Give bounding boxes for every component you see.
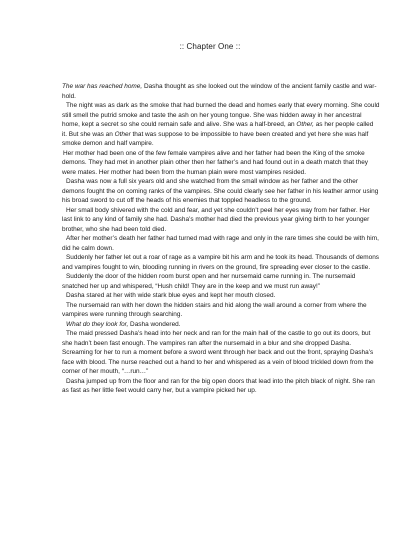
paragraph-8: Suddenly the door of the hidden room burst open and her nursemaid came running in. The nursemaid snatched her up and whispered, “Hush child! They are in the keep and we must run away!” [62, 273, 356, 290]
paragraph-13: Dasha jumped up from the floor and ran for the big open doors that lead into the pitch black of night. She ran as fast as her little feet would carry her, but a vampire picked her up. [62, 377, 375, 394]
paragraph-text: Dasha thought as she looked out the window of the ancient family castle and war-hold. [62, 83, 377, 100]
paragraph-text: The night was as dark as the smoke that had burned the dead and homes early that every morning. She could still smell the putrid smoke and taste the ash on her young tongue. She was hidden away in her ancestral home, kept a secret so she could remain safe and alive. She was a half-breed, an [62, 102, 380, 128]
paragraph-2 [62, 101, 380, 149]
paragraph-7: Suddenly her father let out a roar of rage as a vampire bit his arm and he took its head. Thousands of demons and vampires fought to win, blooding running in rivers on the ground, fire spreading ever closer to the castle. [62, 254, 379, 271]
paragraph-4: Dasha was now a full six years old and she watched from the small window as her father and the other demons fought the on coming ranks of the vampires. She could clearly see her father in his leather armor using his broad sword to cut off the heads of his enemies that toppled headless to the ground. [62, 178, 379, 204]
paragraph-1 [62, 82, 380, 101]
italic-thought: What do they look for, [66, 320, 129, 328]
italic-term: Other [114, 130, 131, 138]
paragraph-6: After her mother’s death her father had turned mad with rage and only in the rare times she could be with him, did he calm down. [62, 235, 379, 252]
italic-thought: The war has reached home, [62, 83, 143, 90]
paragraph-11 [62, 320, 380, 330]
paragraph-5: Her small body shivered with the cold and fear, and yet she couldn’t peel her eyes way from her father. Her last link to any kind of family she had. Dasha’s mother had died the previous year giving birth to her younger brother, who she had been told died. [62, 206, 370, 233]
paragraph-text: that was suppose to be impossible to have been created and yet here she was half smoke demon and half vampire. [62, 130, 369, 147]
paragraph-12: The maid pressed Dasha’s head into her neck and ran for the main hall of the castle to go out its doors, but she hadn’t been fast enough. The vampires ran after the nursemaid in a blur and she dropped Dasha. Screaming for her to run a moment before a sword went through her back and out the front, spraying Dasha’s face with blood. The nurse reached out a hand to her and whispered as a vein of blood trickled down from the corner of her mouth, “…run…” [62, 330, 374, 375]
paragraph-text: Dasha wondered. [128, 320, 181, 328]
chapter-heading: :: Chapter One :: [179, 42, 241, 51]
italic-term: Other, [296, 121, 314, 128]
paragraph-text: as her people called it. But she was an [62, 121, 374, 138]
paragraph-3: Her mother had been one of the few female vampires alive and her father had been the King of the smoke demons. They had met in another plain other then her father’s and had found out in a death match that they were mates. Her mother had been from the human plain were most vampires resided. [62, 149, 368, 176]
paragraph-10: The nursemaid ran with her down the hidden stairs and hid along the wall around a corner from where the vampires were running through searching. [62, 301, 367, 318]
chapter-body [62, 82, 380, 396]
paragraph-9: Dasha stared at her with wide stark blue eyes and kept her mouth closed. [66, 292, 276, 299]
